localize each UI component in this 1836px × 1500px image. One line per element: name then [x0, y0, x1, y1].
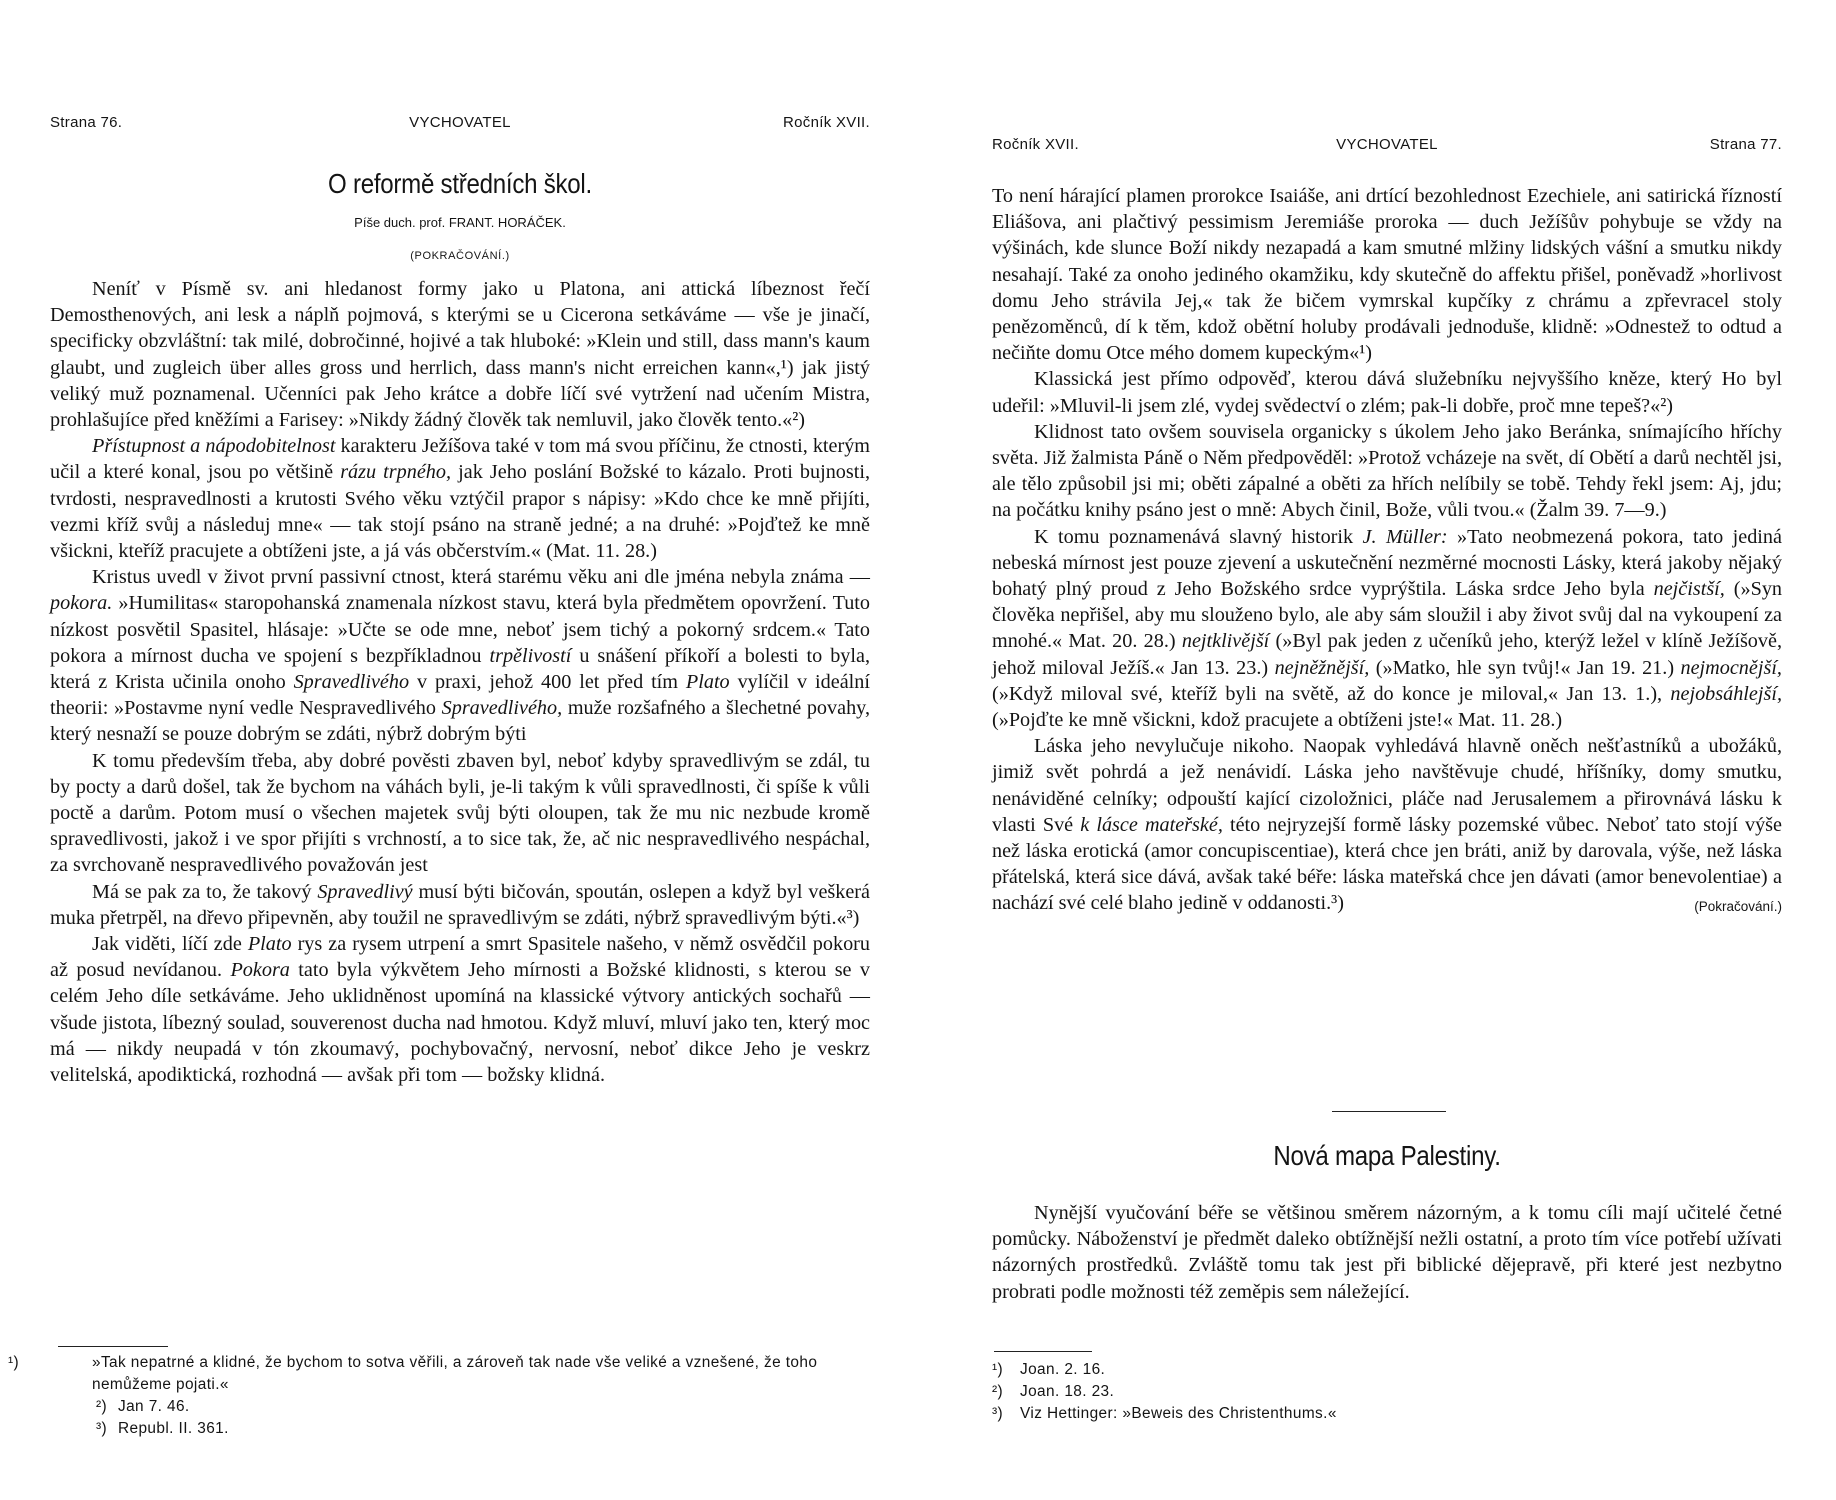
footnote: ²) Jan 7. 46. [96, 1398, 190, 1415]
paragraph: Má se pak za to, že takový Spravedlivý musí býti bičován, spoután, oslepen a když byl veškerá muka přetrpěl, na dřevo připevněn, aby toužil ne spravedlivým se zdáti, nýbrž spravedlivým býti.«³) [50, 880, 870, 929]
continued-label: (POKRAČOVÁNÍ.) [410, 250, 510, 262]
journal-name: VYCHOVATEL [1336, 136, 1438, 153]
footnotes [8, 1352, 870, 1440]
footnote-divider [994, 1351, 1092, 1352]
paragraph: K tomu poznamenává slavný historik J. Müller: »Tato neobmezená pokora, tato jediná nebeská mírnost jest pouze zjevení a uskutečnění nezměrné mocnosti Lásky, která jakoby nějaký bohatý plný proud z Jeho Božského srdce vyprýštila. Láska srdce Jeho byla nejčistší, (»Syn člověka nepřišel, aby mu slouženo bylo, ale aby sám sloužil i aby život svůj dal na vykoupení za mnohé.« Mat. 20. 28.) nejtklivější (»Byl pak jeden z učeníků jeho, kterýž ležel v klíně Ježíšově, jehož miloval Ježíš.« Jan 13. 23.) nejněžnější, (»Matko, hle syn tvůj!« Jan 19. 21.) nejmocnější, (»Když miloval své, kteříž byli na světě, až do konce je miloval,« Jan 13. 1.), nejobsáhlejší, (»Pojďte ke mně všickni, kdož pracujete a obtíženi jste!« Mat. 11. 28.) [992, 525, 1783, 732]
footnotes [992, 1359, 1782, 1425]
article-body [992, 183, 1782, 921]
running-header [992, 136, 1782, 153]
footnote-divider [58, 1346, 168, 1347]
volume-label: Ročník XVII. [992, 136, 1079, 153]
footnote: ³) Viz Hettinger: »Beweis des Christenthums.« [992, 1405, 1337, 1422]
paragraph: Láska jeho nevylučuje nikoho. Naopak vyhledává hlavně oněch nešťastníků a ubožáků, jimiž svět pohrdá a jež nenávidí. Láska jeho navštěvuje chudé, hříšníky, domy smutku, nenáviděné celníky; odpouští kající cizoložnici, pláče nad Jerusalemem a přirovnává lásku k vlasti Své k lásce mateřské, této nejryzejší formě lásky pozemské vůbec. Neboť tato stojí výše než láska erotická (amor concupiscentiae), která chce jen bráti, aniž by darovala, výše, než láska přátelská, která sice dává, avšak také béře: láska mateřská chce jen dávati (amor benevolentiae) a nachází své celé blaho jedině v oddanosti.³) (Pokračování.) [992, 733, 1782, 916]
journal-name: VYCHOVATEL [409, 114, 511, 131]
paragraph: Přístupnost a nápodobitelnost karakteru Ježíšova také v tom má svou příčinu, že ctnosti, kterým učil a které konal, jsou po většině rázu trpného, jak Jeho poslání Božské to kázalo. Proti bujnosti, tvrdosti, nespravedlnosti a krutosti Svého věku vztýčil prapor s nápisy: »Kdo chce ke mně přijíti, vezmi kříž svůj a následuj mne« — tak stojí psáno na straně jedné; a na druhé: »Pojďtež ke mně všickni, kteříž pracujete a obtíženi jste, a já vás občerstvím.« (Mat. 11. 28.) [50, 435, 871, 563]
paragraph: Klidnost tato ovšem souvisela organicky s úkolem Jeho jako Beránka, snímajícího hříchy světa. Již žalmista Páně o Něm předpověděl: »Protož vcházeje na svět, dí Obětí a darů nechtěl jsi, ale tělo způsobil jsi mi; oběti zápalné a oběti za hřích nelíbily se tobě. Tehdy řekl jsem: Aj, jdu; na počátku knihy psáno jest o mně: Abych činil, Bože, vůli tvou.« (Žalm 39. 7—9.) [992, 420, 1782, 522]
paragraph: Nynější vyučování béře se většinou směrem názorným, a k tomu cíli mají učitelé četné pomůcky. Náboženství je předmět daleko obtížnější nežli ostatní, a proto tím více potřebí užívati názorných prostředků. Zvláště tomu tak jest při biblické dějepravě, při které jest nezbytno probrati podle možnosti též zeměpis sem náležející. [992, 1202, 1782, 1303]
article-body [50, 276, 870, 1088]
continued-label: (Pokračování.) [1694, 899, 1782, 915]
running-header [50, 114, 870, 131]
volume-label: Ročník XVII. [783, 114, 870, 131]
paragraph: Jak viděti, líčí zde Plato rys za rysem utrpení a smrt Spasitele našeho, v němž osvědčil pokoru až posud nevídanou. Pokora tato byla výkvětem Jeho mírnosti a Božské klidnosti, s kterou se v celém Jeho díle setkáváme. Jeho uklidněnost upomíná na klassické výtvory antických sochařů — všude jistota, líbezný soulad, souverenost ducha nad hmotou. Když mluví, mluví jako ten, který moc má — nikdy neupadá v tón zkoumavý, pochybovačný, nervosní, neboť dikce Jeho je veskrz velitelská, apodiktická, rozhodná — avšak při tom — božsky klidná. [50, 933, 870, 1087]
footnote: ²) Joan. 18. 23. [992, 1383, 1115, 1400]
article-body [992, 1200, 1782, 1305]
byline: Píše duch. prof. FRANT. HORÁČEK. [354, 215, 566, 230]
section-divider [1332, 1111, 1446, 1112]
paragraph: Neníť v Písmě sv. ani hledanost formy jako u Platona, ani attická líbeznost řečí Demosthenových, ani lesk a náplň pojmová, s kterými se u Cicerona setkáváme — vše je jinačí, specificky obzvláštní: tak milé, dobročinné, hojivé a tak hluboké: »Klein und still, dass mann's kaum glaubt, und zugleich über alles gross und herrlich, dass mann's nicht erreichen kann«,¹) jak jistý veliký muž poznamenal. Učenníci pak Jeho krátce a dobře líčí své vytržení nad učením Mistra, prohlašujíce před kněžími a Farisey: »Nikdy žádný člověk tak nemluvil, jako člověk tento.«²) [50, 278, 870, 432]
paragraph: K tomu především třeba, aby dobré pověsti zbaven byl, neboť kdyby spravedlivým se zdál, tu by pocty a darů došel, tak že bychom na váhách byli, je-li takým k vůli spravedlnosti, či spíše k vůli poctě a darům. Potom musí o všechen majetek svůj býti oloupen, tak že mu nic nezbude kromě spravedlivosti, jakož i ve spor přijíti s vrchností, a to sice tak, že, ač nic nespravedlivého nespáchal, za svrchovaně nespravedlivého považován jest [50, 749, 870, 877]
article-title: Nová mapa Palestiny. [1273, 1140, 1501, 1171]
paragraph: Kristus uvedl v život první passivní ctnost, která starému věku ani dle jména nebyla známa — pokora. »Humilitas« staropohanská znamenala nízkost stavu, která byla předmětem opovržení. Tuto nízkost posvětil Spasitel, hlásaje: »Učte se ode mne, neboť jsem tichý a pokorný srdcem.« Tato pokora a mírnost ducha ve spojení s bezpříkladnou trpělivostí u snášení příkoří a bolesti to byla, která z Krista učinila onoho Spravedlivého v praxi, jehož 400 let před tím Plato vylíčil v ideální theorii: »Postavme nyní vedle Nespravedlivého Spravedlivého, muže rozšafného a šlechetné povahy, který nesnaží se pouze dobrým se zdáti, nýbrž dobrým býti [50, 566, 871, 746]
page-number: Strana 77. [1709, 136, 1782, 153]
footnote: ¹) »Tak nepatrné a klidné, že bychom to sotva věřili, a zároveň tak nade vše veliké a vznešené, že toho nemůžeme pojati.« [8, 1354, 818, 1393]
page-number: Strana 76. [50, 114, 123, 131]
article-title: O reformě středních škol. [328, 168, 592, 199]
footnote: ¹) Joan. 2. 16. [992, 1361, 1106, 1378]
paragraph: To není hárající plamen prorokce Isaiáše, ani drtící bezohlednost Ezechiele, ani satirická řízností Eliášova, ani plačtivý pessimism Jeremiáše proroka — duch Ježíšův pohybuje se vždy na výšinách, kde slunce Boží nikdy nezapadá a kam smutné mlžiny lidských vášní a smutku nikdy nesahají. Také za onoho jediného okamžiku, kdy skutečně do affektu přišel, poněvadž »horlivost domu Jeho strávila Jej,« tak že bičem vymrskal kupčíky z chrámu a zpřevracel stoly penězoměnců, dí k těm, kdož obětní holuby prodávali jednoduše, klidně: »Odnestež to odtud a nečiňte domu Otce mého domem kupeckým«¹) [992, 185, 1782, 365]
paragraph: Klassická jest přímo odpověď, kterou dává služebníku nejvyššího kněze, který Ho byl udeřil: »Mluvil-li jsem zlé, vydej svědectví o zlém; pak-li dobře, proč mne tepeš?«²) [992, 368, 1782, 417]
footnote: ³) Republ. II. 361. [96, 1420, 229, 1437]
